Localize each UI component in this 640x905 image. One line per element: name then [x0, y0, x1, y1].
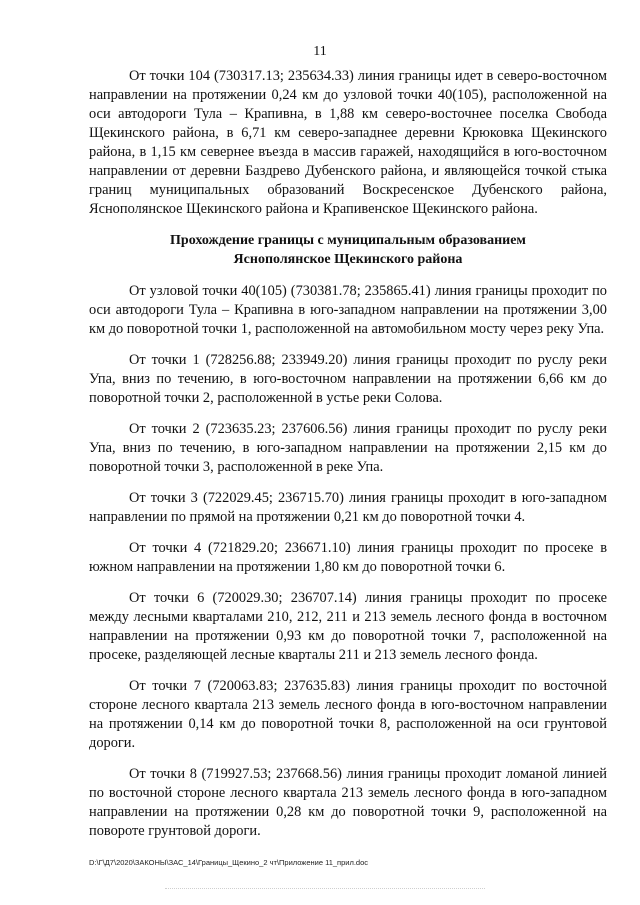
- paragraph-point-2: От точки 2 (723635.23; 237606.56) линия границы проходит по руслу реки Упа, вниз по течению, в юго-западном направлении на протяжении 2,15 км до поворотной точки 3, расположенной в реке Упа.: [89, 421, 607, 475]
- section-heading: [89, 231, 607, 269]
- paragraph-point-6: От точки 6 (720029.30; 236707.14) линия границы проходит по просеке между лесными кварталами 210, 212, 211 и 213 земель лесного фонда в восточном направлении на протяжении 0,93 км до поворотной точки 7, расположенной на просеке, разделяющей лесные кварталы 211 и 213 земель лесного фонда.: [89, 590, 607, 663]
- paragraph-point-3: От точки 3 (722029.45; 236715.70) линия границы проходит в юго-западном направлении по прямой на протяжении 0,21 км до поворотной точки 4.: [89, 490, 607, 525]
- paragraph-point-8: От точки 8 (719927.53; 237668.56) линия границы проходит ломаной линией по восточной стороне лесного квартала 213 земель лесного фонда в юго-западном направлении на протяжении 0,28 км до поворотной точки 9, расположенной на повороте грунтовой дороги.: [89, 766, 607, 839]
- paragraph-point-104: От точки 104 (730317.13; 235634.33) линия границы идет в северо-восточном направлении на протяжении 0,24 км до узловой точки 40(105), расположенной на оси автодороги Тула – Крапивна, в 1,88 км северо-восточнее поселка Свобода Щекинского района, в 6,71 км северо-западнее деревни Крюковка Щекинского района, в 1,15 км севернее въезда в массив гаражей, находящийся в юго-восточном направлении от деревни Баздрево Дубенского района, и являющейся точкой стыка границ муниципальных образований Воскресенское Дубенского района, Яснополянское Щекинского района и Крапивенское Щекинского района.: [89, 68, 607, 217]
- footer-scan-artifact: [165, 888, 485, 889]
- footer-file-path: D:\Г\Д7\2020\ЗАКОНЫ\ЗАС_14\Границы_Щекино_2 чт\Приложение 11_прил.doc: [89, 858, 369, 867]
- paragraph-point-7: От точки 7 (720063.83; 237635.83) линия границы проходит по восточной стороне лесного квартала 213 земель лесного фонда в юго-восточном направлении на протяжении 0,14 км до поворотной точки 8, расположенной на оси грунтовой дороги.: [89, 678, 607, 751]
- paragraph-point-1: От точки 1 (728256.88; 233949.20) линия границы проходит по руслу реки Упа, вниз по течению, в юго-восточном направлении на протяжении 6,66 км до поворотной точки 2, расположенной в устье реки Солова.: [89, 352, 607, 406]
- document-body: [89, 67, 607, 853]
- paragraph-point-4: От точки 4 (721829.20; 236671.10) линия границы проходит по просеке в южном направлении на протяжении 1,80 км до поворотной точки 6.: [89, 540, 607, 575]
- section-heading-line1: Прохождение границы с муниципальным образованием: [170, 233, 526, 248]
- page-number: 11: [313, 44, 327, 59]
- paragraph-point-40-105: От узловой точки 40(105) (730381.78; 235865.41) линия границы проходит по оси автодороги Тула – Крапивна в юго-западном направлении на протяжении 3,00 км до поворотной точки 1, расположенной на автомобильном мосту через реку Упа.: [89, 283, 607, 337]
- section-heading-line2: Яснополянское Щекинского района: [233, 252, 463, 267]
